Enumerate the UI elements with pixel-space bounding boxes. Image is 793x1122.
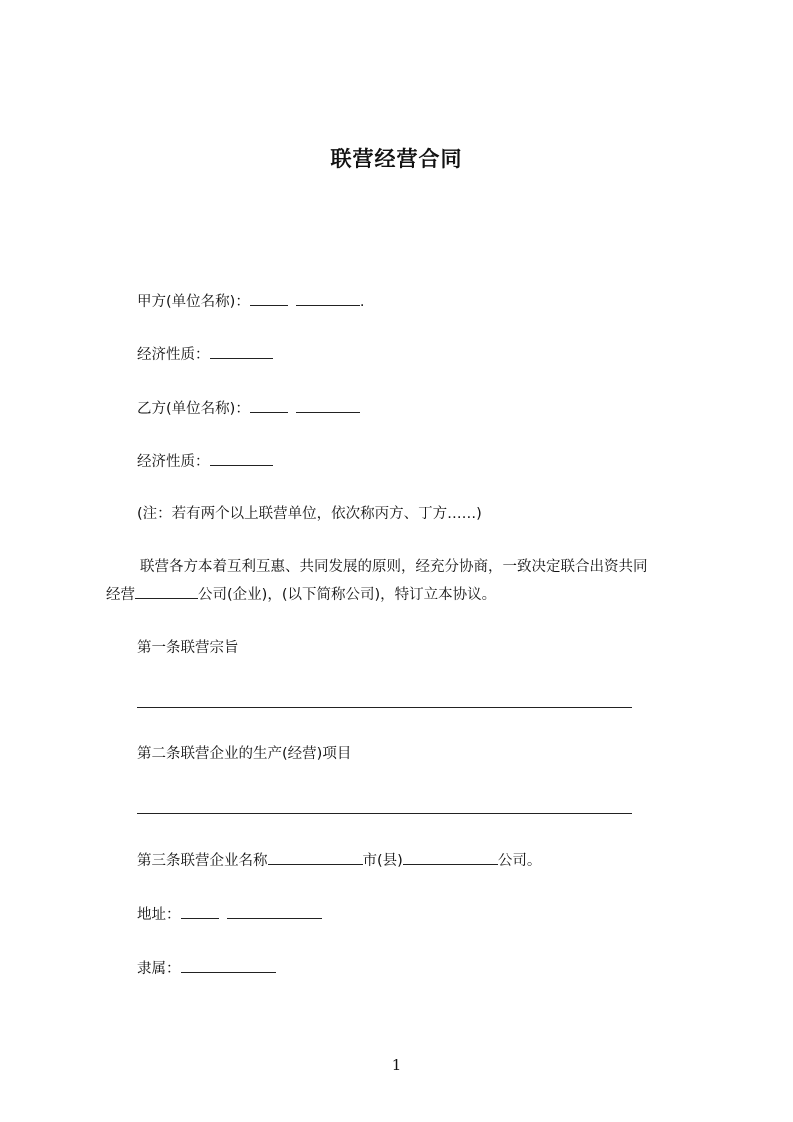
article-3-suffix: 公司。 bbox=[497, 853, 542, 869]
article-3-middle: 市(县) bbox=[362, 853, 403, 869]
preamble-prefix: 经营 bbox=[106, 587, 135, 603]
party-a-nature-blank bbox=[210, 344, 273, 359]
company-blank bbox=[403, 850, 498, 865]
article-2-heading: 第二条联营企业的生产(经营)项目 bbox=[137, 746, 352, 762]
affiliation-line bbox=[137, 958, 276, 979]
article-3-line bbox=[137, 850, 541, 871]
party-b-label: 乙方(单位名称)： bbox=[137, 401, 250, 417]
preamble-suffix: 公司(企业)，(以下简称公司)，特订立本协议。 bbox=[198, 587, 497, 603]
affiliation-blank bbox=[181, 958, 276, 973]
address-blank-1 bbox=[181, 904, 219, 919]
party-a-suffix: . bbox=[359, 294, 365, 310]
address-blank-2 bbox=[227, 904, 322, 919]
company-name-blank bbox=[135, 584, 198, 599]
address-label: 地址： bbox=[137, 907, 181, 923]
party-a-label: 甲方(单位名称)： bbox=[137, 294, 250, 310]
party-a-blank-2 bbox=[296, 291, 360, 306]
city-blank bbox=[268, 850, 363, 865]
party-b-nature-blank bbox=[210, 451, 273, 466]
party-b-nature-label: 经济性质： bbox=[137, 454, 210, 470]
party-a-nature-line bbox=[137, 344, 273, 365]
note-line: (注：若有两个以上联营单位，依次称丙方、丁方……) bbox=[137, 506, 482, 522]
preamble-line-2 bbox=[106, 584, 496, 605]
party-b-blank-1 bbox=[250, 398, 288, 413]
article-1-heading: 第一条联营宗旨 bbox=[137, 640, 239, 656]
article-3-prefix: 第三条联营企业名称 bbox=[137, 853, 268, 869]
party-a-nature-label: 经济性质： bbox=[137, 347, 210, 363]
article-2-rule bbox=[137, 813, 632, 814]
party-b-line bbox=[137, 398, 360, 419]
party-b-blank-2 bbox=[296, 398, 360, 413]
page-number: 1 bbox=[391, 1056, 402, 1074]
party-a-line bbox=[137, 291, 364, 312]
address-line bbox=[137, 904, 322, 925]
document-title: 联营经营合同 bbox=[330, 147, 463, 171]
article-1-rule bbox=[137, 707, 632, 708]
affiliation-label: 隶属： bbox=[137, 961, 181, 977]
party-b-nature-line bbox=[137, 451, 273, 472]
preamble-line-1: 联营各方本着互利互惠、共同发展的原则，经充分协商，一致决定联合出资共同 bbox=[140, 559, 648, 575]
party-a-blank-1 bbox=[250, 291, 288, 306]
